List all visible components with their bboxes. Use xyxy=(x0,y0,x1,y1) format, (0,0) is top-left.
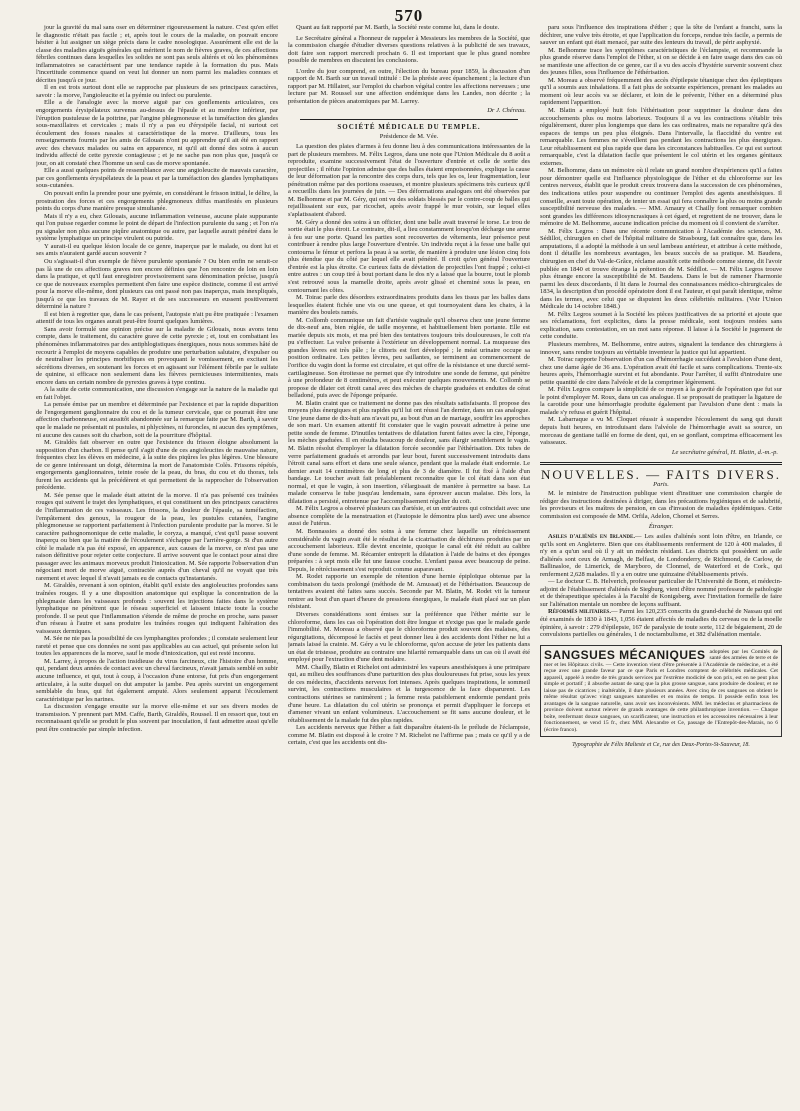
paragraph: Mais il n'y a eu, chez Gilouais, aucune inflammation veineuse, aucune plaie suppurante qui l'on puisse regarder comme le point de départ de l'infection purulente du sang ; et l'on n'a pu signaler non plus aucune piqûre anatomique ou autre, par laquelle aurait pénétré dans le système lymphatique un principe virulent ou putride. xyxy=(36,212,278,243)
paragraph: Ou s'agissait-il d'un exemple de fièvre purulente spontanée ? Ou bien enfin ne serait-ce pas là une de ces affections graves non encore définies que l'on rencontre de loin en loin dans la pratique, et qu'il faut enregistrer provisoirement sans dénomination précise, jusqu'à ce que de nouveaux exemples permettent d'en faire une espèce distincte, comme il est arrivé pour la morve elle-même, dont plusieurs cas ont passé non pas inaperçus, mais inexpliqués, jusqu'à ce que les travaux de M. Rayer et de ses successeurs en eussent positivement déterminé la nature ? xyxy=(36,257,278,311)
paragraph: M. Labarraque a vu M. Cloquet réussir à suspendre l'écoulement du sang qui durait depuis huit heures, en introduisant dans l'alvéole de l'hémorrhagie avait sa source, un morceau de gentiane taillé en forme de dent, qui, en se gonflant, comprima efficacement les vaisseaux. xyxy=(540,416,782,447)
paragraph: Diverses considérations sont émises sur la préférence que l'éther mérite sur le chloroforme, dans les cas où l'opération doit être longue et n'exige pas que le malade garde l'immobilité. M. Moreau a observé que le chloroforme produit souvent des malaises, des régurgitations, décomposé le faciès et peut donner lieu à des accidents dont l'éther ne lui a jamais laissé la crainte. M. Géry a vu le chloroforme, qu'on accuse de jeter les patients dans un état de tristesse, produire au contraire une hilarité remarquable dans un cas où il avait été employé pour l'extraction d'une dent molaire. xyxy=(288,611,530,664)
paragraph: Les accidents nerveux que l'éther a fait disparaître étaient-ils le prélude de l'éclampsie, comme M. Blatin est disposé à le croire ? M. Richelot ne l'affirme pas ; mais ce qu'il y a de certain, c'est que les accidents ont dis- xyxy=(288,724,530,747)
paragraph: M. Collomb communique un fait d'artésie vaginale qu'il observa chez une jeune femme de dix-neuf ans, bien réglée, de taille moyenne, et habituellement bien portante. Elle est mariée depuis six mois, et ma pré bien des tentatives toujours très douloureuses, le coït n'a pu s'effectuer. La vulve présente à l'extérieur un développement normal. La muqueuse des grandes lèvres est très pâle ; le clitoris est fort développé ; le méat urinaire occupe sa position ordinaire. Les petites lèvres, peu saillantes, se terminent au commencement de l'orifice du vagin dont la forme est circulaire, et qui offre de la résistance et une durcié semi-cartilagineuse. Son étroitesse ne permet que d'y introduire une sonde de femme, qui pénètre à une profondeur de 8 centimètres, et peut exécuter quelques mouvements. M. Collomb se propose de dilater cet étroit canal avec des mèches de charpie graduées et enduites de cérat belladoné, puis avec de l'éponge préparée. xyxy=(288,316,530,400)
paragraph: Plusieurs membres, M. Belhomme, entre autres, signalent la tendance des chirurgiens à innover, sans rendre toujours au véritable inventeur la justice qui lui appartient. xyxy=(540,340,782,356)
advertisement xyxy=(540,645,782,738)
reformes-paragraph xyxy=(540,608,782,638)
paragraph: Le Secrétaire général a l'honneur de rappeler à Messieurs les membres de la Société, que la commission chargée d'étudier diverses questions relatives à la publicité de ses travaux, doit faire son rapport mercredi prochain 6. Il est important que le plus grand nombre possible de membres en discutent les conclusions. xyxy=(288,34,530,65)
paragraph: M. Blatin a employé huit fois l'éthérisation pour supprimer la douleur dans des accouchements plus ou moins laborieux. Toujours il a vu les contractions s'établir très régulièrement, durer plus longtemps que dans les cas ordinaires, mais ne reparaître qu'à des espaces de temps un peu plus éloignés. Dans l'intervalle, la flaccidité du ventre est remarquable. Les femmes ne s'éveillent pas pendant les contractions les plus énergiques. Leur rétablissement est plus rapide que dans les circonstances habituelles. Ce qui est surtout remarquable, c'est la dilatation facile que présentent le col utérin et les organes génitaux externes. xyxy=(540,107,782,167)
paragraph: jour la gravité du mal sans oser en déterminer rigoureusement la nature. C'est qu'en effet le diagnostic n'était pas facile ; et, après tout le cours de la maladie, on pouvait encore hésiter à lui assigner un siège précis dans le cadre nosologique. Assurément elle est de la classe des maladies aiguës générales qui méritent le nom de fièvres graves, de ces affections fébriles continues dans lesquelles les solides ne sont pas seuls altérés et où les phénomènes inflammatoires se caractérisent par une tendance rapide à la formation du pus. Mais l'incertitude commence quand on veut lui donner un nom parmi les maladies connues et décrites jusqu'à ce jour. xyxy=(36,24,278,84)
paragraph: M. Blatin craint que ce traitement ne donne pas des résultats satisfaisants. Il propose des moyens plus énergiques et plus rapides qu'il lui ont réussi l'an dernier, dans un cas analogue. Une jeune dame de dix-huit ans n'avait pu, au bout d'un an de mariage, souffrir les approches de son mari. Un examen attentif fit constater que le vagin pouvait admettre à peine une petite sonde de femme. D'inutiles tentatives de dilatation furent faites avec la cire, l'éponge, les mèches graduées. Il en résulta beaucoup de douleur, sans élargir sensiblement le vagin. M. Blatin résolut d'employer la dilatation forcée secondée par l'éthérisation. Dix tubes de verre parfaitement gradués et arrondis par leur bout, furent successivement introduits dans l'étroit canal sans effort et dans une seule séance, pendant que la malade était endormie. Le dernier avait 14 centimètres de long et plus de 3 de diamètre. Il fut fixé à l'aide d'un bandage. Le toucher avait fait préalablement reconnaître que le col était dans son état normal, et que le vagin, à son insertion, s'élargissait de manière à permettre sa base. La malade conserva le tube jusqu'au lendemain, sans éprouver aucun malaise. Dès lors, la dilatation a persisté, entretenue par l'accomplissement régulier du coït. xyxy=(288,399,530,505)
imprint: Typographie de Félix Malteste et Ce, rue des Deux-Portes-St-Sauveur, 18. xyxy=(572,742,750,749)
paragraph: M. Belhomme, dans un mémoire où il relate un grand nombre d'expériences qu'il a faites pour démontrer quelle est l'influence physiologique de l'éther et du chloroforme sur les centres nerveux, établit que le produit creux trouvera dans la succession de ces phénomènes, des indications utiles pour suspendre ou continuer l'emploi des agents anesthésiques. Il conseille, avant toute opération, de tenter un essai qui fera connaître la plus ou moins grande susceptibilité nerveuse des malades. — MM. Amaury et Chailly font remarquer combien sont grandes les différences idiosyncrasiques à cet égard, et regrettent de ne trouver, dans le mémoire de M. Belhomme, aucune indication précise du moment où il convient de s'arrêter. xyxy=(540,167,782,228)
foreign-label: Étranger. xyxy=(648,523,674,531)
paragraph: A la suite de cette communication, une discussion s'engage sur la nature de la maladie qui en fait l'objet. xyxy=(36,386,278,401)
paragraph: Il est bien à regretter que, dans le cas présent, l'autopsie n'ait pu être pratiquée : l'examen attentif de tous les organes aurait peut-être fourni quelques lumières. xyxy=(36,310,278,326)
column-2 xyxy=(288,24,530,1094)
section-subtitle: Présidence de M. Vée. xyxy=(379,132,439,140)
section-title: SOCIÉTÉ MÉDICALE DU TEMPLE. xyxy=(337,123,481,132)
asiles-paragraph xyxy=(540,533,782,578)
paragraph: M. Félix Legros compare la simplicité de ce moyen à la gravité de l'opération que fut sur le point d'employer M. Roux, dans un cas analogue. Il se proposait de pratiquer la ligature de la carotide pour une hémorrhagie produite également par l'avulsion d'une dent : mais la malade s'y refusa et guérit l'hôpital. xyxy=(540,386,782,416)
paragraph: M. Toirac parle des désordres extraordinaires produits dans les tissus par les balles dans lesquelles étaient fichée une vis ou une queue, et qui tournoyaient dans les chairs, à la manière des boulets ramés. xyxy=(288,294,530,317)
paragraph: La question des plaies d'armes à feu donne lieu à des communications intéressantes de la part de plusieurs membres. M. Félix Legros, dans une note que l'Union Médicale du 8 août a reproduite, examine successivement l'état de l'ouverture d'entrée et celle de sortie des projectiles ; il réfute l'opinion admise que des balles étaient empoisonnées, explique la cause de leur déformation par la rencontre des corps durs, tels que les os, leur fragmentation, leur pénétration même par des portions osseuses, et montre plusieurs spécimens très curieux qu'il a recueillis dans les journées de juin. — Des déformations analogues ont été observées par M. Belhomme et par M. Géry, qui ont vu des soldats blessés par le contre-coup de balles qui rejaillissaient sur eux, par ricochet, après avoir frappé le mur voisin, sur lequel elles s'aplatissaient d'abord. xyxy=(288,143,530,219)
paragraph: M. Géry a donné des soins à un officier, dont une balle avait traversé le torse. Le trou de sortie était le plus étroit. Le contraire, dit-il, a lieu constamment lorsqu'on décharge une arme à feu sur une porte. Quand les parties sont recouvertes de vêtements, leur présence peut contribuer à rendre plus large l'ouverture d'entrée. Un individu reçut à la fesse une balle qui contourna le fémur et perfora la peau à sa sortie, de manière à produire une lésion cinq fois plus étendue que du côté par lequel elle avait pénétré. Il croit qu'en général l'ouverture d'entrée est la plus étroite. Ce curieux faits de déviation de projectiles l'ont frappé ; celui-ci entre autres : un coup tiré à bout portant dans le dos n'y a laissé que la bourre, tout le plomb s'est retrouvé sous la mamelle droite, après avoir glissé et cheminé sous la peau, en contournant les côtes. xyxy=(288,218,530,294)
paragraph: Il en est trois surtout dont elle se rapproche par plusieurs de ses principaux caractères, savoir : la morve, l'angioleucite et la pyémie ou infect ou purulente. xyxy=(36,84,278,99)
paragraph: M. Sée pense que le malade était atteint de la morve. Il n'a pas présenté ces traînées rouges qui suivent le trajet des lymphatiques, et qui constituent un des principaux caractères de l'inflammation de ces vaisseaux. Les frissons, la douleur de l'épaule, sa tuméfaction, l'empâtement des genoux, la rougeur de la peau, les pustules cutanées, l'angine phlegmoneuse se rapportent parfaitement à l'infection purulente produite par la morve. Si le caractère pathognomonique de cette maladie, le coryza, a manqué, c'est qu'il passe souvent inaperçu ou bien que la matière de l'écoulement s'échappe par l'arrière-gorge. Si d'un autre côté le malade n'a pas été exposé, en apparence, aux causes de la morve, ce n'est pas une raison définitive pour rejeter cette conjecture. Il arrive souvent que le contact pour ainsi dire passager avec les animaux morveux produit l'intoxication. M. Sée rapporte l'observation d'un négociant mort de morve aiguë, contractée auprès d'un cheval qu'il ne voyait que très rarement et avec lequel il n'avait jamais eu de contacts qu'instantanés. xyxy=(36,491,278,582)
column-1 xyxy=(36,24,278,1094)
rubric-label: Asiles d'aliénés en Irlande. xyxy=(548,533,635,540)
paragraph: M. Belhomme trace les symptômes caractéristiques de l'éclampsie, et recommande la plus grande réserve dans l'emploi de l'éther, si on se décide à en faire usage dans des cas où se manifeste une affection de ce genre, car il a vu des accès d'hystérie survenir souvent chez des jeunes filles, sous l'influence de l'éthérisation. xyxy=(540,46,782,77)
paragraph: M. Giraldès, revenant à son opinion, établit qu'il existe des angioleucites profondes sans traînées rouges. Il y a une disposition anatomique qui explique la concentration de la phlegmasie dans les vaisseaux profonds : souvent les injections faites dans le système lymphatique ne pénètrent que le réseau superficiel et laissent intacte toute la couche profonde. Il se peut que l'inflammation s'étende de même de proche en proche, sans passer d'un réseau à l'autre et sans produire les traînées rouges qui indiquent l'altération des vaisseaux dermiques. xyxy=(36,582,278,635)
divider xyxy=(540,462,782,465)
ad-text: adoptées par les Comités de santé des armées de terre et de mer et les Hôpitaux civils. — Cette invention vient d'être présentée à l'Académie de médecine, et a été reçue avec une grande faveur par ce que Paris et Londres comptent de célébrités médicales. Cet appareil, appelé à rendre de très grands services par l'extrême modicité de son prix, est en ne peut plus simple et portatif ; il absorbe autant de sang que la plus grosse sangsue, sans produire de douleur, et ne laisse pas de cicatrices ; inaltérable, il dure plusieurs années. Avec cinq de ces sangsues on obtient le même résultat qu'avec vingt sangsues naturelles et en moins de temps. Il possède enfin tous les avantages de la sangsue naturelle, sans avoir ses inconvénients. MM. les médecins et pharmaciens de province doivent surtout relever de grands avantages de cette philanthropique invention. — Chaque boîte, renfermant douze sangsues, un scarificateur, une instruction et les accessoires nécessaires à leur fonctionnement, se vend 15 fr., chez MM. Alexandre et Ce, passage de l'Entrepôt-des-Marais, no 6 (écrire franco). xyxy=(544,648,778,733)
paragraph: M. Félix Legros soumet à la Société les pièces justificatives de sa priorité et ajoute que ses réclamations, fort explicites, dans la presse médicale, sont toujours restées sans explication, sans contestation, en un mot sans réponse. Il laisse à la Société le jugement de cette conduite. xyxy=(540,310,782,341)
paragraph: On pouvait enfin la prendre pour une pyémie, en considérant le frisson initial, le délire, la prostration des forces et ces engorgements phlegmoneux diffus manifestés en plusieurs points du corps d'une manière presque simultanée. xyxy=(36,190,278,213)
paragraph: M. Félix Legros a observé plusieurs cas d'artésie, et un entr'autres qui coïncidait avec une absence complète de la menstruation et (l'autopsie le démontra plus tard) avec une absence aussi de l'utérus. xyxy=(288,505,530,528)
paragraph-text: — Les asiles d'aliénés sont loin d'être, en Irlande, ce qu'ils sont en Angleterre. Bien que ces établissements renferment de 120 à 400 malades, il n'y en a qu'un seul où il y ait un médecin résidant. Les districts qui possèdent un asile d'aliénés sont ceux de Armagh, de Belfast, de Londonderry, de Richmond, de Carlow, de Ballinasloe, de Limerick, de Maryboro, de Clonmel, de Waterford et de Cork., qui renferment 2,628 malades. Il y a en outre une quinzaine d'établissements privés. xyxy=(540,533,782,578)
paragraph: La pensée émise par un membre et déterminée par l'existence et par la rapide disparition de l'engorgement ganglionnaire du cou et de la tumeur cervicale, que ce pourrait être une affection charbonneuse, est aussitôt abandonnée sur la remarque faite par M. Barth, à savoir que le malade ne présentait ni pustules, ni phlyctènes, ni furoncles, ni aucun des symptômes, ni aucune des causes soit du charbon, soit de la pourriture d'hôpital. xyxy=(36,401,278,439)
paragraph: M. Toirac rapporte l'observation d'un cas d'hémorrhagie succédant à l'avulsion d'une dent, chez une dame âgée de 36 ans. L'opération avait été facile et sans complications. Trente-six heures après, l'hémorrhagie survint et fut abondante. Pour l'arrêter, il suffit d'introduire une petite quantité de cire dans l'alvéole et de la comprimer légèrement. xyxy=(540,356,782,386)
paragraph: M. Larrey, à propos de l'action insidieuse du virus farcineux, cite l'histoire d'un homme, qui, pendant deux années de contact avec un cheval farcineux, n'avait jamais semblé en subir aucune influence, et qui, tout à coup, à l'occasion d'une entorse, fut pris d'un engorgement articulaire, à la suite duquel on dut amputer la jambe. Peu après survint un engorgement semblable du bras, qui fut également amputé. Alors seulement apparut l'écoulement caractéristique par les narines. xyxy=(36,657,278,703)
column-3 xyxy=(540,24,782,1094)
paris-label: Paris. xyxy=(653,480,669,488)
paragraph: Elle a de l'analogie avec la morve aiguë par ces gonflements articulaires, ces engorgements érysipélateux survenus au-dessus de l'épaule et au membre inférieur, par l'éruption pustuleuse de la poitrine, par l'angine phlegmoneuse et la tuméfaction des glandes sous-maxillaires et cervicales ; mais il n'y a pas eu d'érysipèle facial, ni surtout cet écoulement des fosses nasales si caractéristique de la morve. D'ailleurs, tous les renseignements fournis par les amis de Gilouais n'ont pu apprendre qu'il ait été en rapport avec des chevaux malades ou sains en apparence, ni qu'il ait donné des soins à aucun individu affecté de cette pyrexie contagieuse ; et je ne sache pas non plus que, jusqu'à ce jour, on ait constaté chez l'homme un seul cas de morve spontanée. xyxy=(36,99,278,167)
paragraph: M. Félix Legros : Dans une récente communication à l'Académie des sciences, M. Sédillot, chirurgien en chef de l'hôpital militaire de Strasbourg, fait connaître que, dans les amputations, il a adopté la méthode à un seul lambeau antérieur, et attribue à cette méthode, dont il détaille les nombreux avantages, les beaux succès de sa pratique. M. Baudens, chirurgien en chef du Val-de-Grâce, réclame aussitôt cette méthode comme sienne, dit l'avoir publiée en 1840 et trouve étrange la prétention de M. Sédillot. — M. Félix Legros trouve plus étrange encore la susceptibilité de M. Baudens. Dans le but de ramener l'harmonie parmi les deux discordants, il lit dans le Journal des connaissances médico-chirurgicales de 1834, la description d'un procédé opératoire dont il est l'auteur, et qui paraît identique, même dans les termes, avec celui que se disputent les deux célébrités militaires. (Voir l'Union Médicale du 14 octobre 1848.) xyxy=(540,227,782,311)
paragraph: Elle a aussi quelques points de ressemblance avec une angioleucite de mauvais caractère, par ces gonflements érysipélateux de la peau et par la tuméfaction des glandes lymphatiques sous-cutanées. xyxy=(36,167,278,190)
paragraph: Quant au fait rapporté par M. Barth, la Société reste comme lui, dans le doute. xyxy=(296,24,500,31)
paragraph: L'ordre du jour comprend, en outre, l'élection du bureau pour 1859, la discussion d'un rapport de M. Barth sur un travail intitulé : De la phrésie avec épanchement ; la lecture d'un rapport par M. Hillairet, sur l'emploi du charbon végétal contre les affections nerveuses ; une lecture par M. Roussel sur une affection endémique dans les Landes, non décrite ; la présentation de pièces anatomiques par M. Larrey. xyxy=(288,67,530,105)
news-title: NOUVELLES. — FAITS DIVERS. xyxy=(541,467,781,483)
paragraph: M. Giraldès fait observer en outre que l'existence du frisson éloigne absolument la supposition d'un charbon. Il pense qu'il s'agit d'une de ces angioleucites de mauvaise nature, fréquentes chez les élèves en médecine, à la suite des piqûres les plus légères. Une blessure de ce genre intéressant un doigt, détermina la mort de l'anatomiste Colès. Frissons répétés, engorgements ganglionnaires, teinte rosée de la peau, du bras, du cou et du thorax, tels furent les accidents qui la précédèrent et qui permettent de la rapprocher de l'observation précédente. xyxy=(36,439,278,492)
ad-title: SANGSUES MÉCANIQUES xyxy=(544,647,706,662)
columns xyxy=(36,24,782,1094)
paragraph: Y aurait-il eu quelque lésion locale de ce genre, inaperçue par le malade, ou dont lui et ses amis n'auraient gardé aucun souvenir ? xyxy=(36,242,278,258)
paragraph: La discussion s'engage ensuite sur la morve elle-même et sur ses divers modes de transmission. Y prennent part MM. Caffe, Barth, Giraldès, Roussel. Il en ressort que, tout en reconnaissant qu'elle se produit le plus souvent par inoculation, il faut admettre aussi qu'elle peut être contractée par simple infection. xyxy=(36,703,278,733)
paragraph: M. Bonnassies a donné des soins à une femme chez laquelle un rétrécissement considérable du vagin avait été le résultat de la cicatrisation de déchirures produites par un accouchement laborieux. Elle devint enceinte, quoique le canal eût été réduit au calibre d'une sonde de femme. M. Récamier entreprit la dilatation à l'aide de bains et des éponges préparées : à sept mois elle fut une fausse couche. L'enfant passa avec beaucoup de peine. Depuis, le rétrécissement s'est reproduit comme auparavant. xyxy=(288,528,530,573)
paragraph: M. Sée ne nie pas la possibilité de ces lymphangites profondes ; il constate seulement leur rareté et pense que ces données ne sont pas applicables au cas actuel, qui présente selon lui toutes les apparences de la morve, sauf le mode d'intoxication, qui est resté inconnu. xyxy=(36,635,278,658)
paragraph: — Le docteur C. B. Helverich, professeur particulier de l'Université de Bonn, et médecin-adjoint de l'établissement d'aliénés de Siegburg, vient d'être nommé professeur de pathologie et de thérapeutique spéciales à la Faculté de Konigsberg, avec l'invitation formelle de faire sur l'aliénation mentale un nombre de leçons suffisant. xyxy=(540,578,782,608)
paragraph: MM. Chailly, Blatin et Richelot ont administré les vapeurs anesthésiques à une primipare qui, au milieu des souffrances d'une parturition des plus douloureuses fut prise, sous les yeux de ces médecins, d'accidents nerveux fort intenses. Après quelques inspirations, le sommeil survint, les contractions musculaires et la turgescence de la face disparurent. Les contractions utérines se ranimèrent ; la femme resta paisiblement endormie pendant près d'une heure. La dilatation du col utérin se prononça et permit d'appliquer le forceps et d'amener vivant un enfant volumineux. L'accouchement se fit sans aucune douleur, et le rétablissement de la malade fut des plus rapides. xyxy=(288,663,530,724)
paragraph-text: — Parmi les 120,235 conscrits du grand-duché de Nassau qui ont été examinés de 1830 à 1843, 1,056 étaient affectés de maladies du cerveau ou de la moelle épinière, à savoir : 279 d'épilepsie, 167 de paralysie de toute sorte, 112 de bégaiement, 20 de convulsions partielles ou générales, 1 de noctambulisme, et 382 d'aliénation mentale. xyxy=(540,608,782,639)
paragraph: M. Moreau a observé fréquemment des accès d'épilepsie tétanique chez des épileptiques qu'il a soumis aux inhalations. Il a fait plus de soixante expériences, prenant les malades au moment où leur accès va se déclarer, et loin de le prévenir, l'éther en a déterminé plus rapidement l'apparition. xyxy=(540,76,782,107)
paragraph: Sans avoir formulé une opinion précise sur la maladie de Gilouais, nous avons tenu compte, dans le traitement, du caractère grave de cette pyrexie ; et, tout en combattant les phénomènes inflammatoires par des antiphlogistiques énergiques, nous nous sommes hâté de recourir à l'emploi de moyens capables de produire une perturbation salutaire, d'expulser ou de neutraliser les principes morbifiques en provoquant le vomissement, en excitant les sécrétions diverses, en soutenant les forces et en agissant sur l'élément fébrile par le sulfate de quinine, si efficace non seulement dans les fièvres pernicieuses intermittentes, mais encore dans un certain nombre de pyrexies graves à type continu. xyxy=(36,325,278,386)
rubric-label: Réformés militaires. xyxy=(548,608,611,616)
page-number: 570 xyxy=(394,6,424,25)
divider xyxy=(300,119,518,120)
paragraph: M. Rodet rapporte un exemple de rétention d'une hernie épiploïque obtenue par la combinaison du taxis prolongé (méthode de M. Amussat) et de l'éthérisation. Beaucoup de tentatives avaient été faites sans succès. Seconde par M. Blatin, M. Rodet vit la tumeur rentrer au bout d'un quart d'heure de pressions énergiques, le malade était placé sur un plan résistant. xyxy=(288,573,530,611)
signature: Le secrétaire général, H. Blatin, d.-m.-p. xyxy=(671,448,778,456)
paragraph: paru sous l'influence des inspirations d'éther ; que la tête de l'enfant a franchi, sans la déchirer, une vulve très étroite, et que l'application du forceps, rendue très facile, a permis de sauver un enfant qui était menacé, par suite des lenteurs du travail, de périr asphyxié. xyxy=(540,24,782,47)
paragraph: M. le ministre de l'instruction publique vient d'instituer une commission chargée de rédiger des instructions destinées à diriger, dans les précautions hygiéniques et de salubrité, les proviseurs et les maîtres de pension, en cas d'invasion de maladies épidémiques. Cette commission est composée de MM. Orfila, Adelon, Chomel et Serres. xyxy=(540,490,782,520)
signature: Dr J. Chéreau. xyxy=(487,107,526,115)
